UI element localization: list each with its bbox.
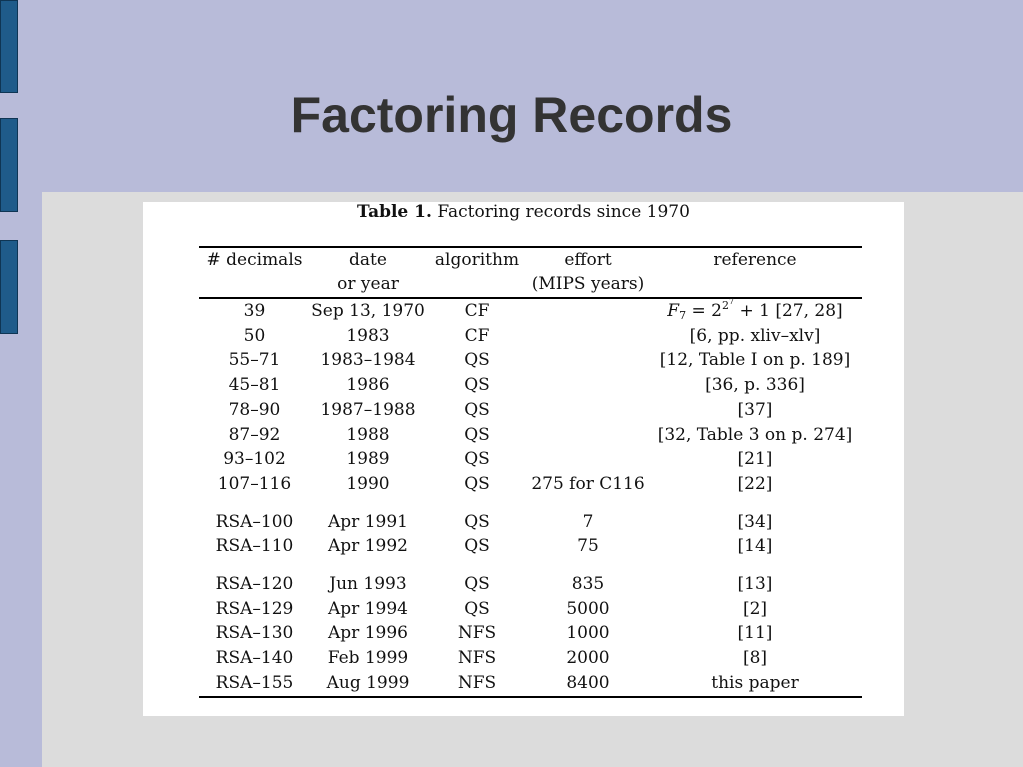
table-row xyxy=(199,373,862,398)
cell-decimals: 107–116 xyxy=(217,473,292,494)
header-decimals: # decimals xyxy=(199,247,310,272)
cell-decimals: 50 xyxy=(243,325,266,346)
caption-label: Table 1. xyxy=(357,202,432,222)
cell-reference: [2] xyxy=(742,598,768,619)
cell-decimals: RSA–155 xyxy=(199,671,310,697)
cell-reference: [32, Table 3 on p. 274] xyxy=(657,424,853,445)
table-row xyxy=(199,472,862,497)
cell-effort: 75 xyxy=(577,536,599,557)
cell-decimals: RSA–110 xyxy=(215,536,294,557)
table-row xyxy=(199,534,862,559)
cell-effort: 2000 xyxy=(566,648,610,669)
cell-effort xyxy=(528,423,648,448)
cell-algorithm: QS xyxy=(464,511,490,532)
table-figure xyxy=(143,202,904,716)
cell-date: 1983–1984 xyxy=(320,350,416,371)
cell-algorithm: CF xyxy=(464,301,490,321)
cell-algorithm: QS xyxy=(464,473,490,494)
cell-date: Apr 1996 xyxy=(328,623,408,644)
cell-effort: 5000 xyxy=(566,598,610,619)
fermat-subscript: 7 xyxy=(679,309,687,322)
cell-reference: [11] xyxy=(737,623,773,644)
cell-date: Apr 1992 xyxy=(328,536,408,557)
cell-effort: 8400 xyxy=(528,671,648,697)
table-row xyxy=(199,646,862,671)
cell-reference: [13] xyxy=(737,574,773,595)
cell-effort xyxy=(528,373,648,398)
cell-decimals: RSA–129 xyxy=(215,598,294,619)
cell-reference: [34] xyxy=(737,511,773,532)
cell-date: 1983 xyxy=(346,325,390,346)
fermat-exponent xyxy=(722,299,734,312)
cell-algorithm: QS xyxy=(464,449,490,470)
fermat-refs: [27, 28] xyxy=(769,301,843,321)
cell-date: 1989 xyxy=(346,449,390,470)
table-row xyxy=(199,497,862,535)
cell-date: Jun 1993 xyxy=(329,574,407,595)
cell-decimals: RSA–100 xyxy=(215,511,294,532)
cell-date: 1988 xyxy=(346,424,390,445)
header-algorithm: algorithm xyxy=(426,247,528,272)
cell-algorithm: QS xyxy=(464,375,490,396)
header-row-2 xyxy=(199,272,862,298)
fermat-f: F xyxy=(667,301,680,321)
cell-date: 1986 xyxy=(346,375,390,396)
cell-date: 1987–1988 xyxy=(320,399,416,420)
header-effort-line2: (MIPS years) xyxy=(528,272,648,298)
header-effort: effort xyxy=(528,247,648,272)
cell-effort xyxy=(528,298,648,324)
table-row xyxy=(199,559,862,597)
cell-effort xyxy=(528,398,648,423)
cell-date: 1990 xyxy=(346,473,390,494)
cell-decimals: 93–102 xyxy=(223,449,286,470)
side-decoration-tab xyxy=(0,0,18,93)
cell-effort xyxy=(528,324,648,349)
cell-algorithm: QS xyxy=(464,350,490,371)
header-date: date xyxy=(310,247,426,272)
cell-algorithm: NFS xyxy=(457,648,497,669)
table-row xyxy=(199,447,862,472)
fermat-exp-exp: 7 xyxy=(728,297,735,306)
cell-reference: [8] xyxy=(742,648,768,669)
slide-title: Factoring Records xyxy=(290,87,733,143)
cell-decimals: RSA–130 xyxy=(215,623,294,644)
fermat-plus-one: + 1 xyxy=(734,301,770,321)
factoring-records-table xyxy=(199,246,862,698)
cell-reference: [12, Table I on p. 189] xyxy=(659,350,851,371)
table-row xyxy=(199,324,862,349)
cell-effort: 1000 xyxy=(566,623,610,644)
cell-reference xyxy=(648,298,862,324)
table-row xyxy=(199,298,862,324)
table-row xyxy=(199,348,862,373)
header-date-line2: or year xyxy=(310,272,426,298)
header-reference: reference xyxy=(648,247,862,272)
cell-decimals: RSA–140 xyxy=(215,648,294,669)
table-caption xyxy=(143,202,904,222)
cell-reference: [37] xyxy=(737,399,773,420)
cell-algorithm: NFS xyxy=(426,671,528,697)
cell-decimals: 45–81 xyxy=(228,375,281,396)
cell-date: Apr 1991 xyxy=(328,511,408,532)
cell-algorithm: CF xyxy=(464,325,490,346)
cell-decimals: 55–71 xyxy=(228,350,281,371)
cell-reference: [6, pp. xliv–xlv] xyxy=(689,325,821,346)
cell-algorithm: QS xyxy=(464,424,490,445)
cell-date: Apr 1994 xyxy=(328,598,408,619)
cell-effort xyxy=(528,348,648,373)
cell-effort: 7 xyxy=(582,511,594,532)
cell-decimals: 78–90 xyxy=(228,399,281,420)
cell-reference: [36, p. 336] xyxy=(705,375,805,396)
side-decoration-tab xyxy=(0,240,18,334)
header-row xyxy=(199,247,862,272)
caption-text: Factoring records since 1970 xyxy=(437,202,690,222)
table-row xyxy=(199,597,862,622)
cell-effort: 835 xyxy=(571,574,605,595)
table-row xyxy=(199,671,862,697)
cell-effort xyxy=(528,447,648,472)
cell-date: Aug 1999 xyxy=(310,671,426,697)
fermat-eq: = 2 xyxy=(686,301,722,321)
cell-algorithm: QS xyxy=(464,399,490,420)
cell-algorithm: NFS xyxy=(457,623,497,644)
cell-reference: [14] xyxy=(737,536,773,557)
cell-reference: [22] xyxy=(737,473,773,494)
cell-reference: this paper xyxy=(648,671,862,697)
cell-algorithm: QS xyxy=(464,598,490,619)
cell-effort: 275 for C116 xyxy=(531,473,645,494)
cell-date: Feb 1999 xyxy=(327,648,409,669)
cell-decimals: 39 xyxy=(243,301,266,321)
cell-decimals: RSA–120 xyxy=(215,574,294,595)
cell-algorithm: QS xyxy=(464,574,490,595)
cell-algorithm: QS xyxy=(464,536,490,557)
table-row xyxy=(199,398,862,423)
fermat-exp-base: 2 xyxy=(721,299,729,312)
table-row xyxy=(199,621,862,646)
cell-date: Sep 13, 1970 xyxy=(311,301,425,321)
cell-reference: [21] xyxy=(737,449,773,470)
table-row xyxy=(199,423,862,448)
cell-decimals: 87–92 xyxy=(228,424,281,445)
